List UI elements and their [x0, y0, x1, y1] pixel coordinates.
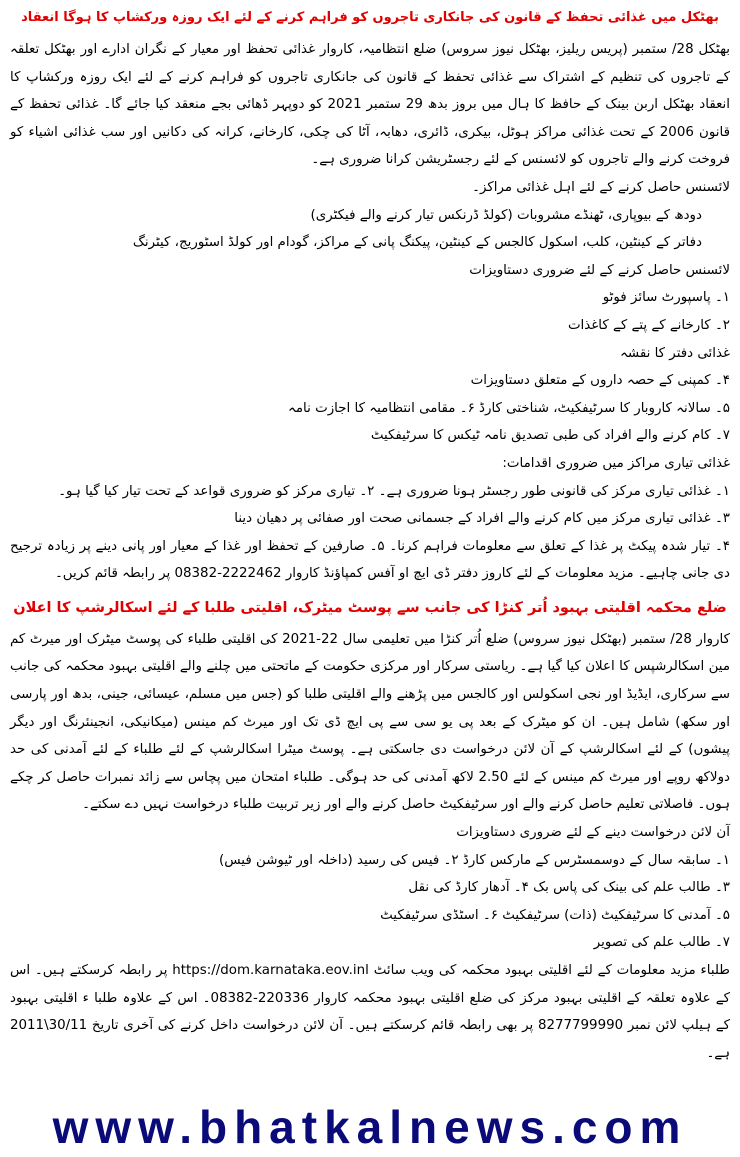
doc-item: ۴۔ کمپنی کے حصہ داروں کے متعلق دستاویزات [470, 373, 730, 389]
doc-item: ۳۔ طالب علم کی بینک کی پاس بک ۴۔ آدھار کارڈ کی نقل [408, 880, 730, 896]
article1-intro: بھٹکل 28/ ستمبر (پریس ریلیز، بھٹکل نیوز سروس) ضلع انتظامیہ، کاروار غذائی تحفظ اور معیار کے نگران ادارے اور بھٹکل تعلقہ کے تاجروں کی تنظیم کے اشتراک سے غذائی تحفظ کے قانون کی جانکاری تاجروں کو فراہم کرنے کے لئے ایک روزہ ورکشاپ کا انعقاد بھٹکل اربن بینک کے حافظ کا ہال میں بروز بدھ 29 ستمبر 2021 کو دوپہر ڈھائی بجے منعقد کیا جائے گا۔ غذائی تحفظ کے قانون 2006 کے تحت غذائی مراکز ہوٹل، بیکری، ڈائری، دھابہ، آٹا کی چکی، کارخانے، کرانہ کی دکانیں اور سب غذائی اشیاء کو فروخت کرنے والے تاجروں کو لائسنس کے لئے رجسٹریشن کرانا ضروری ہے۔ [10, 42, 731, 168]
doc-item: ۲۔ کارخانے کے پتے کے کاغذات [567, 317, 730, 333]
contact-suffix: پر رابطہ کرسکتے ہیں۔ اس کے علاوہ تعلقہ کے اقلیتی بہبود مرکز کی ضلع اقلیتی بہبود محکمہ کاروار 220336-08382۔ اس کے علاوہ طلبا ء اقلیتی بہبود کے ہیلپ لائن نمبر 8277799990 پر بھی رابطہ قائم کرسکتے ہیں۔ آن لائن درخواست داخل کرنے کی آخری تاریخ 30/11\2011 ہے۔ [10, 963, 731, 1061]
article2-intro: کاروار 28/ ستمبر (بھٹکل نیوز سروس) ضلع اُتر کنڑا میں تعلیمی سال 22-2021 کی اقلیتی طلباء کی پوسٹ میٹرک اور میرٹ کم مین اسکالرشپس کا اعلان کیا گیا ہے۔ ریاستی سرکار اور مرکزی حکومت کے ماتحتی میں چلنے والے اقلیتی بہبود محکمہ کی جانب سے سرکاری، ایڈیڈ اور نجی اسکولس اور کالجس میں پڑھنے والے اقلیتی طلبا کو (جس میں مسلم، عیسائی، جینی، بدھ اور پارسی اور سکھ) شامل ہیں۔ ان کو میٹرک کے بعد پی یو سی سے پی ایچ ڈی تک اور میرٹ کم مینس (میکانیکی، انجینئرنگ اور دیگر پیشوں) کے لئے اسکالرشپ کے آن لائن درخواست دی جاسکتی ہے۔ پوسٹ میٹرا اسکالرشپ کے لئے طلباء کے لئے آمدنی کی حد دولاکھ روپے اور میرٹ کم مینس کے لئے 2.50 لاکھ آمدنی کی حد ہوگی۔ طلباء امتحان میں پچاس سے زائد نمبرات حاصل کر چکے ہوں۔ فاصلاتی تعلیم حاصل کرنے والے اور سرٹیفکیٹ حاصل کرنے والے اور زیر تربیت طلباء درخواست نہیں دے سکتے۔ [10, 631, 731, 813]
doc-item: ۵۔ سالانہ کاروبار کا سرٹیفکیٹ، شناختی کارڈ ۶۔ مقامی انتظامیہ کا اجازت نامہ [288, 400, 730, 416]
article2-docs-heading: آن لائن درخواست دینے کے لئے ضروری دستاویزات [456, 825, 730, 841]
step-item: ۴۔ تیار شدہ پیکٹ پر غذا کے تعلق سے معلومات فراہم کرنا۔ ۵۔ صارفین کے تحفظ اور غذا کے معیار اور پانی دینے پر زیادہ ترجیح دی جانی چاہیے۔ مزید معلومات کے لئے کاروز دفتر ڈی ایچ او آفس کمپاؤنڈ کاروار 2222462-08382 پر رابطہ قائم کریں۔ [10, 538, 730, 582]
article1-steps-heading: غذائی تیاری مراکز میں ضروری اقدامات: [502, 455, 730, 471]
contact-prefix: طلباء مزید معلومات کے لئے اقلیتی بہبود محکمہ کی ویب سائٹ [373, 963, 730, 978]
step-item: ۱۔ غذائی تیاری مرکز کی قانونی طور رجسٹر ہونا ضروری ہے۔ ۲۔ تیاری مرکز کو ضروری قواعد کے تحت تیار کیا گیا ہو۔ [58, 483, 730, 499]
article1-docs-heading: لائسنس حاصل کرنے کے لئے ضروری دستاویزات [469, 262, 730, 278]
doc-item: ۱۔ سابقہ سال کے دوسمسٹرس کے مارکس کارڈ ۲۔ فیس کی رسید (داخلہ اور ٹیوشن فیس) [219, 852, 730, 868]
contact-website-link[interactable]: https://dom.karnataka.eov.inl [172, 963, 369, 978]
doc-item: ۱۔ پاسپورٹ سائز فوٹو [602, 290, 730, 306]
eligible-item: دفاتر کے کینٹین، کلب، اسکول کالجس کے کینٹین، پیکنگ پانی کے مراکز، گودام اور کولڈ اسٹوریج، کیٹرنگ [132, 235, 702, 251]
step-item: ۳۔ غذائی تیاری مرکز میں کام کرنے والے افراد کے جسمانی صحت اور صفائی پر دھیان دینا [234, 511, 730, 527]
article1-eligible-heading: لائسنس حاصل کرنے کے لئے اہل غذائی مراکز۔ [472, 179, 730, 195]
article1-headline: بھٹکل میں غذائی تحفظ کے قانون کی جانکاری تاجروں کو فراہم کرنے کے لئے ایک روزہ ورکشاپ کا ہوگا انعقاد [21, 10, 719, 25]
article2-headline: ضلع محکمہ اقلیتی بہبود اُتر کنڑا کی جانب سے پوسٹ میٹرک، اقلیتی طلبا کے لئے اسکالرشپ کا اعلان [13, 599, 727, 616]
doc-item: ۵۔ آمدنی کا سرٹیفکیٹ (ذات) سرٹیفکیٹ ۶۔ اسٹڈی سرٹیفکیٹ [380, 907, 730, 923]
doc-item: ۷۔ کام کرنے والے افراد کی طبی تصدیق نامہ ٹیکس کا سرٹیفکیٹ [370, 428, 730, 444]
doc-item: غذائی دفتر کا نقشہ [620, 345, 730, 361]
doc-item: ۷۔ طالب علم کی تصویر [593, 935, 730, 951]
eligible-item: دودھ کے بیوپاری، ٹھنڈے مشروبات (کولڈ ڈرنکس تیار کرنے والے فیکٹری) [310, 207, 702, 223]
footer-site-banner: www.bhatkalnews.com [52, 1101, 688, 1153]
article2-contact [10, 957, 730, 1067]
